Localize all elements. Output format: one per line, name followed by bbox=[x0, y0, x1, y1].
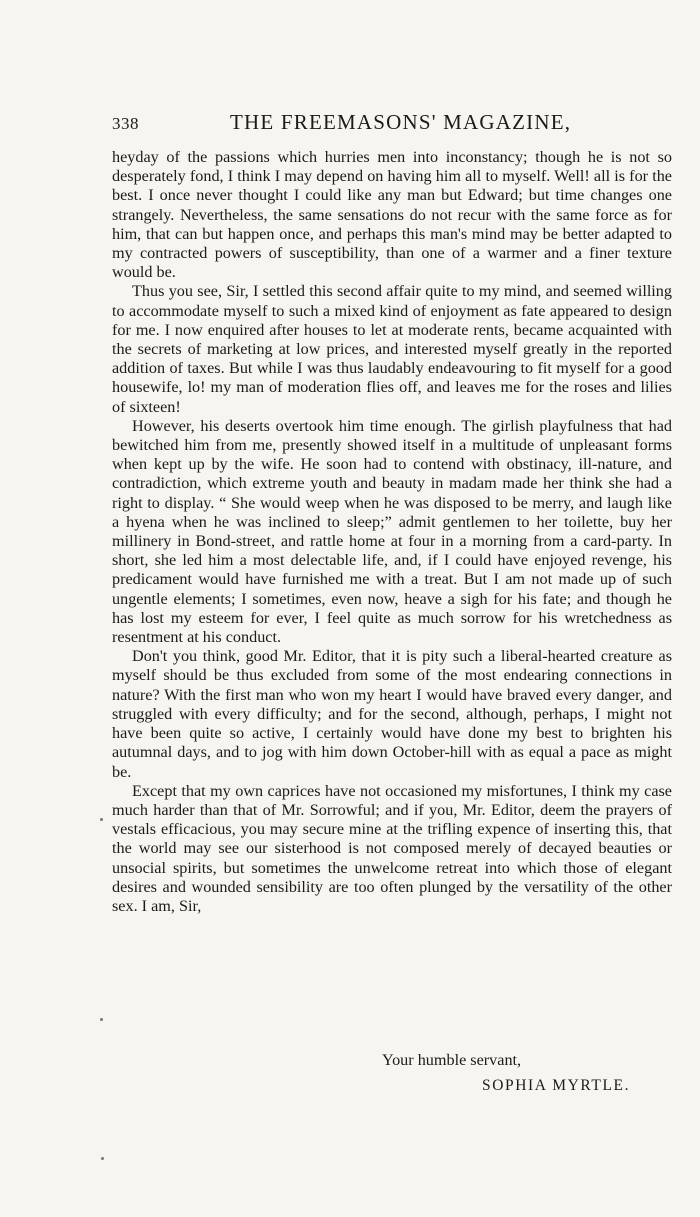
paragraph-continued: heyday of the passions which hurries men into inconstancy; though he is not so desperately fond, I think I may depend on having him all to myself. Well! all is for the best. I once never thought I could like any man but Edward; but time changes one strangely. Nevertheless, the same sensations do not recur with the same force as for him, that can but happen once, and perhaps this man's mind may be better adapted to my contracted powers of susceptibility, than one of a warmer and a finer texture would be. bbox=[112, 148, 672, 282]
page-number: 338 bbox=[112, 114, 139, 133]
paragraph: Thus you see, Sir, I settled this second affair quite to my mind, and seemed willing to accommodate myself to such a mixed kind of enjoyment as fate appeared to design for me. I now enquired after houses to let at moderate rents, became acquainted with the secrets of marketing at low prices, and interested myself greatly in the reported addition of taxes. But while I was thus laudably endeavouring to fit myself for a good housewife, lo! my man of moderation flies off, and leaves me for the roses and lilies of sixteen! bbox=[112, 282, 672, 416]
letter-closing bbox=[112, 1051, 672, 1095]
running-title: THE FREEMASONS' MAGAZINE, bbox=[230, 110, 572, 134]
closing-salutation: Your humble servant, bbox=[382, 1051, 522, 1069]
signature: SOPHIA MYRTLE. bbox=[482, 1077, 631, 1094]
paragraph: However, his deserts overtook him time enough. The girlish playfulness that had bewitched him from me, presently showed itself in a multitude of unpleasant forms when kept up by the wife. He soon had to contend with obstinacy, ill-nature, and contradiction, which extreme youth and beauty in madam made her think she had a right to display. “ She would weep when he was disposed to be merry, and laugh like a hyena when he was inclined to sleep;” admit gentlemen to her toilette, buy her millinery in Bond-street, and rattle home at four in a morning from a card-party. In short, she led him a most delectable life, and, if I could have enjoyed revenge, his predicament would have furnished me with a treat. But I am not made up of such ungentle elements; I sometimes, even now, heave a sigh for his fate; and though he has lost my esteem for ever, I feel quite as much sorrow for his wretchedness as resentment at his conduct. bbox=[112, 416, 672, 647]
article-body bbox=[112, 148, 672, 916]
print-speck bbox=[101, 1157, 104, 1160]
paragraph: Except that my own caprices have not occasioned my misfortunes, I think my case much harder than that of Mr. Sorrowful; and if you, Mr. Editor, deem the prayers of vestals efficacious, you may secure mine at the trifling expence of inserting this, that the world may see our sisterhood is not composed merely of decayed beauties or unsocial spirits, but sometimes the unwelcome retreat into which those of elegant desires and wounded sensibility are too often plunged by the versatility of the other sex. I am, Sir, bbox=[112, 781, 672, 915]
running-header bbox=[112, 110, 672, 140]
print-speck bbox=[100, 1018, 103, 1021]
print-speck bbox=[100, 818, 103, 821]
paragraph: Don't you think, good Mr. Editor, that it is pity such a liberal-hearted creature as myself should be thus excluded from some of the most endearing connections in nature? With the first man who won my heart I would have braved every danger, and struggled with every difficulty; and for the second, although, perhaps, I might not have been quite so active, I certainly would have done my best to brighten his autumnal days, and to jog with him down October-hill with as equal a pace as might be. bbox=[112, 647, 672, 781]
